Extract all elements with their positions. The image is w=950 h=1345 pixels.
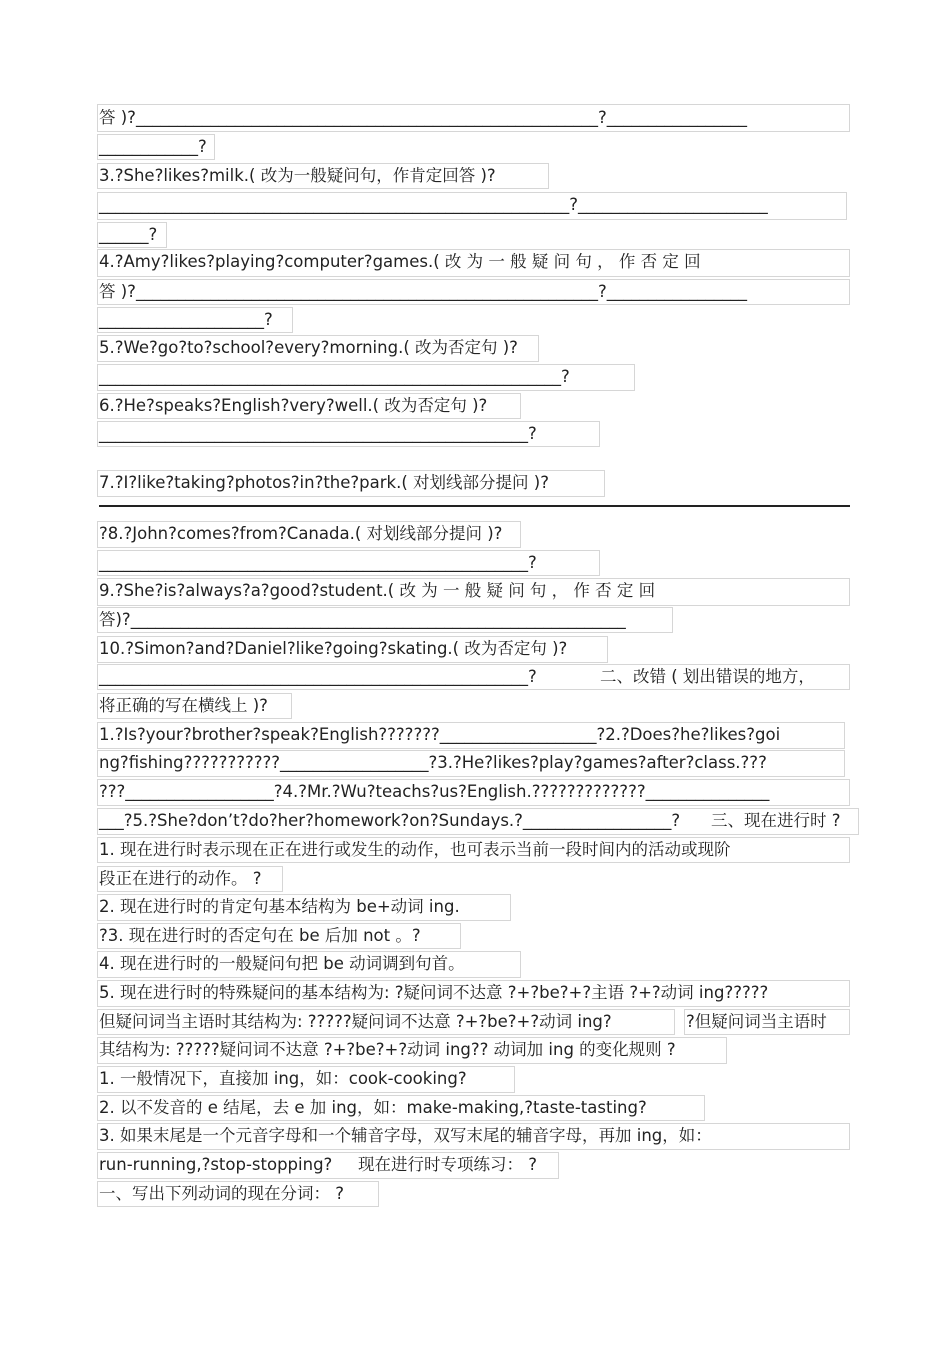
- text-line: ?但疑问词当主语时: [686, 1012, 827, 1031]
- text-line: 2. 现在进行时的肯定句基本结构为 be+动词 ing.: [99, 897, 460, 916]
- text-line: ____________________________________________________?: [99, 424, 537, 443]
- section-1-heading: 一、写出下列动词的现在分词： ?: [99, 1184, 345, 1203]
- text-line: ________________________________________________________?: [99, 367, 570, 386]
- question-5: 5.?We?go?to?school?every?morning.( 改为否定句 )?: [99, 338, 518, 357]
- text-line: 4. 现在进行时的一般疑问句把 be 动词调到句首。: [99, 954, 465, 973]
- text-line: ____________________?: [99, 310, 273, 329]
- text-line: ______?: [99, 225, 158, 244]
- text-line: ____________________________________________________?: [99, 553, 537, 572]
- text-line: run-running,?stop-stopping?: [99, 1155, 333, 1174]
- text-line: 3. 如果末尾是一个元音字母和一个辅音字母，双写末尾的辅音字母，再加 ing，如：: [99, 1126, 712, 1145]
- section-3-heading: 三、现在进行时 ?: [711, 811, 841, 830]
- text-line: 1. 一般情况下，直接加 ing，如：cook-cooking?: [99, 1069, 467, 1088]
- section-2-heading: 二、改错 ( 划出错误的地方，: [600, 667, 815, 686]
- text-line: 但疑问词当主语时其结构为: ?????疑问词不达意 ?+?be?+?动词 ing?: [99, 1012, 612, 1031]
- text-line: 答)?____________________________________________________________: [99, 610, 626, 629]
- text-line: 2. 以不发音的 e 结尾，去 e 加 ing，如：make-making,?taste-tasting?: [99, 1098, 647, 1117]
- text-line: ng?fishing???????????__________________?3.?He?likes?play?games?after?class.???: [99, 753, 767, 772]
- text-line: 1.?Is?your?brother?speak?English???????___________________?2.?Does?he?likes?goi: [99, 725, 781, 744]
- question-8: ?8.?John?comes?from?Canada.( 对划线部分提问 )?: [99, 524, 503, 543]
- text-line: 答 )?________________________________________________________?_________________: [99, 282, 747, 301]
- question-4: 4.?Amy?likes?playing?computer?games.( 改 为 一 般 疑 问 句 ， 作 否 定 回: [99, 252, 701, 271]
- answer-rule: [99, 505, 850, 507]
- question-3: 3.?She?likes?milk.( 改为一般疑问句，作肯定回答 )?: [99, 166, 496, 185]
- question-6: 6.?He?speaks?English?very?well.( 改为否定句 )?: [99, 396, 488, 415]
- text-line: 1. 现在进行时表示现在正在进行或发生的动作，也可表示当前一段时间内的活动或现阶: [99, 840, 731, 859]
- text-line: ____________?: [99, 137, 207, 156]
- text-line: 其结构为: ?????疑问词不达意 ?+?be?+?动词 ing?? 动词加 ing 的变化规则 ?: [99, 1040, 676, 1059]
- text-line: 答 )?________________________________________________________?_________________: [99, 108, 747, 127]
- text-line: _________________________________________________________?_______________________: [99, 195, 768, 214]
- practice-heading: 现在进行时专项练习： ?: [358, 1155, 538, 1174]
- text-line: ___?5.?She?don’t?do?her?homework?on?Sundays.?__________________?: [99, 811, 681, 830]
- question-10: 10.?Simon?and?Daniel?like?going?skating.( 改为否定句 )?: [99, 639, 568, 658]
- question-9: 9.?She?is?always?a?good?student.( 改 为 一 般 疑 问 句 ， 作 否 定 回: [99, 581, 656, 600]
- question-7: 7.?I?like?taking?photos?in?the?park.( 对划线部分提问 )?: [99, 473, 549, 492]
- text-line: ?3. 现在进行时的否定句在 be 后加 not 。?: [99, 926, 421, 945]
- text-line: ____________________________________________________?: [99, 667, 537, 686]
- text-line: 将正确的写在横线上 )?: [99, 696, 268, 715]
- text-line: 段正在进行的动作。 ?: [99, 869, 262, 888]
- text-line: 5. 现在进行时的特殊疑问的基本结构为: ?疑问词不达意 ?+?be?+?主语 ?+?动词 ing?????: [99, 983, 769, 1002]
- text-line: ???__________________?4.?Mr.?Wu?teachs?us?English.?????????????_______________: [99, 782, 770, 801]
